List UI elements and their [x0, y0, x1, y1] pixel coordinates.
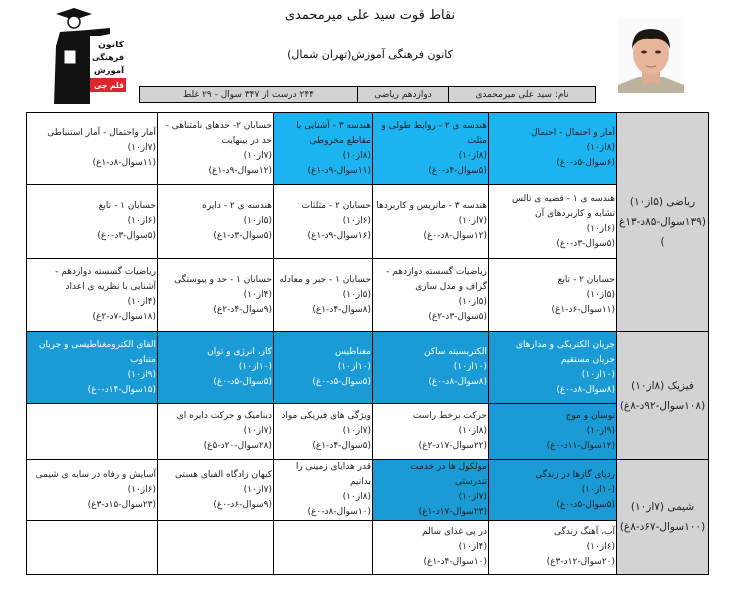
topic-score: (۱۰از۱۰) — [337, 362, 371, 372]
topic-cell — [489, 521, 617, 575]
topic-stats: (۲۰سوال-۱۲د-۳غ) — [546, 557, 615, 567]
topic-cell — [274, 259, 373, 332]
topic-score: (۴از۱۰) — [127, 297, 156, 307]
strengths-table — [26, 112, 709, 575]
topic-stats: (۲۳سوال-۱۷د-۱غ) — [418, 507, 487, 517]
topic-stats: (۸سوال-۸د-۰غ) — [428, 377, 487, 387]
topic-score: (۸از۱۰) — [458, 426, 487, 436]
topic-cell — [373, 185, 489, 259]
topic-stats: (۱۶سوال-۹د-۱غ) — [307, 231, 371, 241]
topic-cell — [373, 113, 489, 185]
topic-stats: (۶سوال-۵د-۰غ) — [556, 158, 615, 168]
topic-score: (۸از۱۰) — [342, 150, 371, 161]
topic-stats: (۵سوال-۳د-۰غ) — [556, 238, 615, 249]
topic-title: آسایش و رفاه در سایه ی شیمی — [35, 469, 156, 480]
student-grade: دوازدهم ریاضی — [358, 87, 449, 103]
topic-cell — [489, 185, 617, 259]
svg-text:قلم چی: قلم چی — [94, 81, 124, 90]
table-row — [27, 113, 709, 185]
empty-cell — [27, 404, 158, 460]
topic-score: (۸از۱۰) — [586, 143, 615, 153]
topic-score: (۵از۱۰) — [243, 216, 272, 226]
topic-cell — [27, 332, 158, 404]
topic-cell — [158, 404, 274, 460]
topic-score: (۷از۱۰) — [243, 484, 272, 495]
topic-cell — [158, 259, 274, 332]
topic-score: (۷از۱۰) — [458, 492, 487, 502]
topic-cell — [27, 259, 158, 332]
topic-stats: (۲۲سوال-۱۷د-۲غ) — [418, 441, 487, 451]
topic-score: (۱۰از۱۰) — [581, 369, 615, 380]
topic-score: (۶از۱۰) — [342, 216, 371, 226]
topic-score: (۹از۱۰) — [127, 369, 156, 380]
kanoon-logo — [48, 6, 128, 106]
topic-score: (۱۰از۱۰) — [581, 484, 615, 495]
topic-cell — [27, 185, 158, 259]
topic-cell — [373, 460, 489, 521]
topic-cell — [489, 404, 617, 460]
topic-title: توسان و موج — [565, 411, 615, 421]
student-info-bar — [139, 86, 596, 103]
svg-text:آموزش: آموزش — [94, 66, 123, 75]
topic-title: مغناطیس — [335, 347, 371, 357]
topic-score: (۶از۱۰) — [586, 223, 615, 234]
table-row — [27, 404, 709, 460]
topic-stats: (۵سوال-۴د-۱غ) — [312, 441, 371, 451]
topic-stats: (۵سوال-۵د-۰غ) — [556, 499, 615, 510]
page-subtitle: کانون فرهنگی آموزش(تهران شمال) — [287, 48, 453, 61]
topic-score: (۵از۱۰) — [586, 289, 615, 300]
topic-cell — [27, 113, 158, 185]
topic-stats: (۱۱سوال-۹د-۱غ) — [307, 165, 371, 176]
svg-text:کانون: کانون — [98, 40, 125, 49]
page-title: نقاط قوت سید علی میرمحمدی — [284, 8, 456, 23]
topic-title: حسابان ۲ - مثلثات — [301, 201, 371, 211]
topic-title: کیهان زادگاه الفبای هستی — [175, 469, 272, 480]
topic-title: حرکت برخط راست — [412, 411, 487, 421]
topic-stats: (۱۰سوال-۴د-۱غ) — [423, 557, 487, 567]
table-row — [27, 460, 709, 521]
topic-score: (۱۰از۱۰) — [238, 362, 272, 372]
topic-title: هندسه ی ۲ - روابط طولی و مثلث — [381, 120, 487, 146]
topic-title: القای الکترومغناطیسی و جریان متناوب — [38, 339, 156, 365]
subject-cell — [617, 113, 709, 332]
topic-cell — [373, 521, 489, 575]
topic-title: ویژگی های فیزیکی مواد — [281, 411, 371, 421]
topic-stats: (۱۲سوال-۹د-۱غ) — [208, 165, 272, 176]
empty-cell — [158, 521, 274, 575]
topic-title: حسابان ۲- حدهای نامتناهی - حد در بینهایت — [165, 120, 272, 146]
topic-title: کار، انرژی و توان — [207, 347, 272, 357]
topic-cell — [373, 404, 489, 460]
topic-title: قدر هدایای زمینی را بدانیم — [295, 462, 371, 487]
topic-title: حسابان ۱ - تابع — [98, 201, 156, 211]
topic-title: ردپای گازها در زندگی — [535, 469, 615, 480]
table-row — [27, 521, 709, 575]
topic-title: دینامیک و حرکت دایره ای — [176, 411, 272, 421]
topic-stats: (۵سوال-۳د-۰غ) — [97, 231, 156, 241]
topic-title: جریان الکتریکی و مدارهای جریان مستقیم — [515, 339, 615, 365]
topic-cell — [274, 460, 373, 521]
topic-score: (۵از۱۰) — [342, 289, 371, 300]
topic-title: هندسه ۳ - آشنایی با مقاطع مخروطی — [296, 120, 371, 146]
student-summary: ۲۴۴ درست از ۳۴۷ سوال - ۲۹ غلط — [140, 87, 358, 103]
topic-cell — [27, 460, 158, 521]
topic-score: (۷از۱۰) — [243, 426, 272, 436]
topic-stats: (۲۸سوال-۲۰د-۵غ) — [203, 441, 272, 451]
topic-title: در پی غذای سالم — [422, 527, 487, 537]
topic-title: هندسه ی ۱ - قضیه ی تالس تشابه و کاربردهای آن — [511, 193, 615, 219]
topic-stats: (۵سوال-۵د-۰غ) — [312, 377, 371, 387]
subject-stats: (۱۰۸سوال-۹۲د-۸غ) — [619, 399, 706, 412]
topic-cell — [158, 185, 274, 259]
topic-stats: (۱۱سوال-۸د-۱غ) — [92, 158, 156, 168]
subject-stats: (۱۰۰سوال-۶۷د-۸غ) — [619, 521, 706, 533]
topic-title: حسابان ۱ - جبر و معادله — [279, 274, 371, 285]
topic-title: الکتریسیته ساکن — [424, 347, 487, 357]
subject-name: فیزیک (۸از۱۰) — [631, 379, 694, 392]
topic-title: ریاضیات گسسته دوازدهم - گراف و مدل سازی — [386, 267, 487, 292]
topic-score: (۷از۱۰) — [342, 426, 371, 436]
topic-stats: (۱۲سوال-۸د-۰غ) — [423, 231, 487, 241]
topic-cell — [489, 460, 617, 521]
subject-name: ریاضی (۵از۱۰) — [629, 196, 696, 208]
topic-score: (۴از۱۰) — [243, 289, 272, 300]
topic-stats: (۱۸سوال-۷د-۲غ) — [92, 312, 156, 322]
topic-score: (۷از۱۰) — [458, 216, 487, 226]
topic-cell — [158, 460, 274, 521]
table-row — [27, 259, 709, 332]
table-row — [27, 185, 709, 259]
topic-cell — [373, 332, 489, 404]
topic-score: (۷از۱۰) — [243, 150, 272, 161]
topic-stats: (۵سوال-۳د-۲غ) — [428, 312, 487, 322]
topic-score: (۸از۱۰) — [458, 150, 487, 161]
topic-stats: (۱۵سوال-۱۴د-۰غ) — [87, 384, 156, 395]
topic-title: ریاضیات گسسته دوازدهم - آشنایی با نظریه ی اعداد — [55, 267, 156, 292]
empty-cell — [274, 521, 373, 575]
topic-stats: (۱۰سوال-۸د-۰غ) — [307, 507, 371, 517]
topic-cell — [489, 332, 617, 404]
topic-stats: (۵سوال-۴د-۰غ) — [428, 165, 487, 176]
student-name: نام: سید علی میرمحمدی — [449, 87, 596, 103]
topic-score: (۹از۱۰) — [586, 426, 615, 436]
topic-score: (۵از۱۰) — [458, 297, 487, 307]
subject-cell — [617, 460, 709, 575]
empty-cell — [27, 521, 158, 575]
topic-stats: (۱۱سوال-۶د-۱غ) — [551, 304, 615, 315]
subject-stats: (۱۳۹سوال-۸۵د-۱۳غ) — [619, 216, 706, 248]
topic-title: آب، آهنگ زندگی — [554, 527, 615, 537]
topic-stats: (۵سوال-۳د-۱غ) — [213, 231, 272, 241]
topic-cell — [274, 185, 373, 259]
topic-score: (۱۰از۱۰) — [453, 362, 487, 372]
table-row — [27, 332, 709, 404]
topic-stats: (۸سوال-۸د-۰غ) — [556, 384, 615, 395]
topic-cell — [489, 113, 617, 185]
subject-name: شیمی (۷از۱۰) — [630, 501, 695, 513]
topic-title: هندسه ی ۲ - دایره — [202, 201, 272, 211]
topic-cell — [373, 259, 489, 332]
topic-stats: (۵سوال-۵د-۰غ) — [213, 377, 272, 387]
topic-score: (۷از۱۰) — [127, 143, 156, 153]
topic-stats: (۹سوال-۴د-۲غ) — [213, 304, 272, 315]
topic-cell — [158, 113, 274, 185]
topic-title: هندسه ۳ - ماتریس و کاربردها — [376, 201, 487, 211]
student-photo — [618, 17, 684, 93]
topic-score: (۸از۱۰) — [342, 492, 371, 502]
topic-title: حسابان ۱ - حد و پیوستگی — [174, 274, 272, 285]
topic-stats: (۹سوال-۶د-۰غ) — [213, 499, 272, 510]
subject-cell — [617, 332, 709, 460]
topic-title: حسابان ۲ - تابع — [557, 274, 615, 285]
topic-stats: (۱۲سوال-۱۱د-۰غ) — [546, 441, 615, 451]
topic-title: آمار و احتمال - احتمال — [531, 128, 615, 138]
svg-text:فرهنگی: فرهنگی — [92, 53, 124, 62]
topic-score: (۴از۱۰) — [458, 542, 487, 552]
topic-stats: (۲۳سوال-۱۵د-۳غ) — [87, 499, 156, 510]
topic-score: (۶از۱۰) — [127, 484, 156, 495]
topic-cell — [274, 332, 373, 404]
topic-title: مولکول ها در خدمت تندرستی — [410, 462, 487, 487]
topic-score: (۶از۱۰) — [127, 216, 156, 226]
topic-cell — [158, 332, 274, 404]
topic-cell — [274, 113, 373, 185]
topic-title: آمار واحتمال - آمار استنباطی — [47, 128, 156, 138]
topic-score: (۶از۱۰) — [586, 542, 615, 552]
topic-stats: (۸سوال-۴د-۱غ) — [312, 304, 371, 315]
topic-cell — [274, 404, 373, 460]
topic-cell — [489, 259, 617, 332]
